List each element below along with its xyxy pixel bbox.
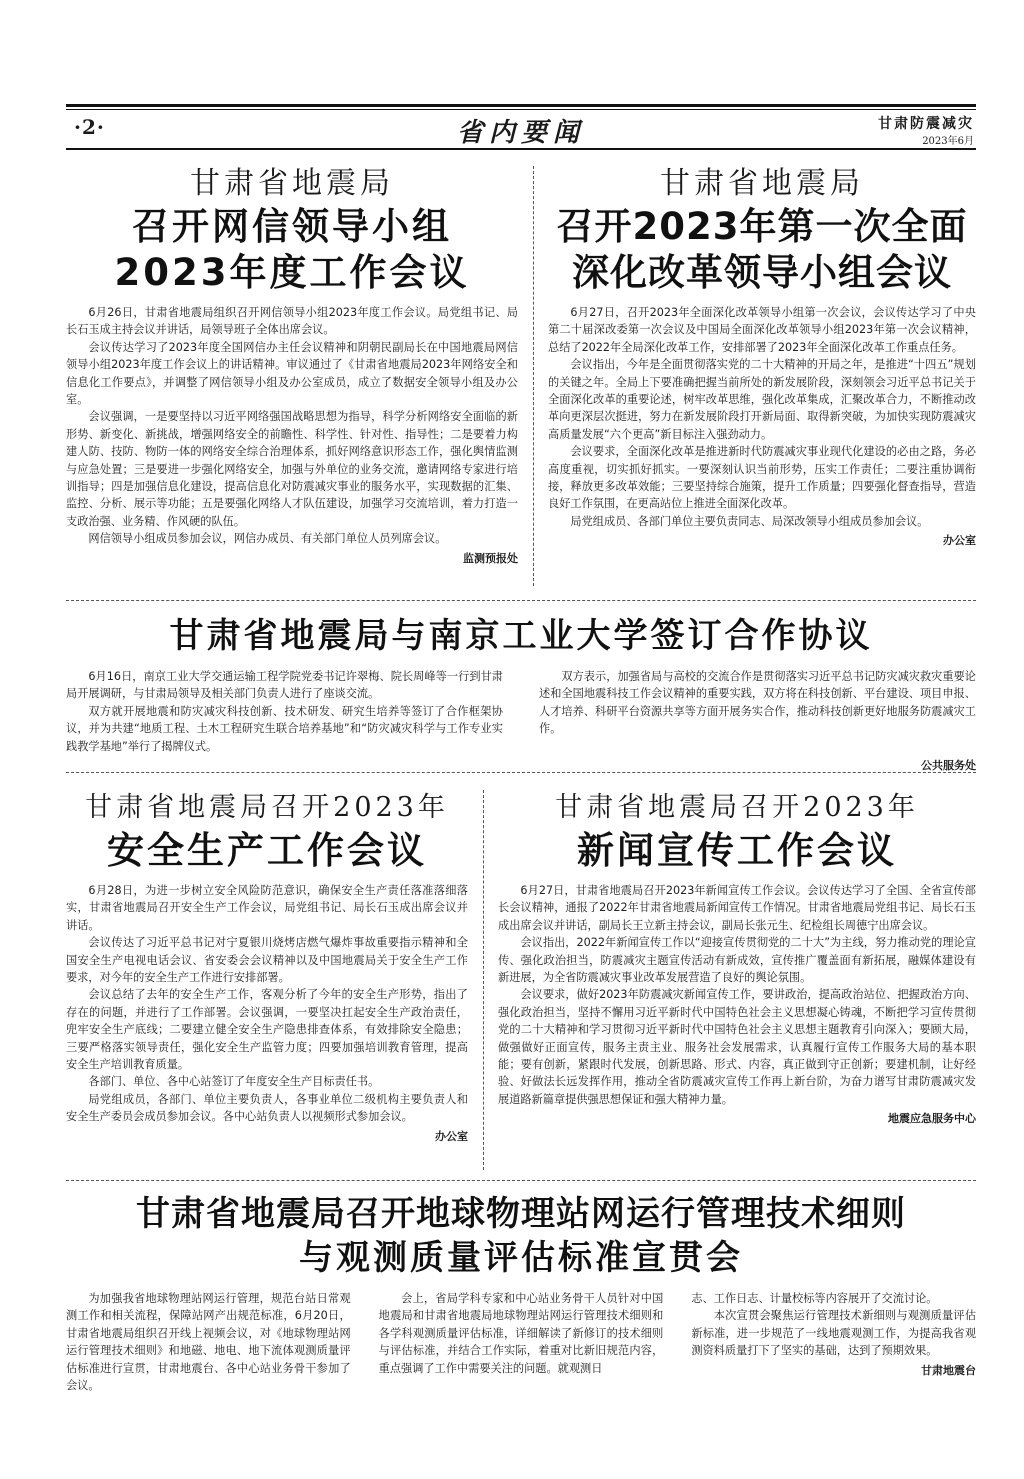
paragraph: 6月28日，为进一步树立安全风险防范意识，确保安全生产责任落准落细落实，甘肃省地震局召开安全生产工作会议，局党组书记、局长石玉成出席会议并讲话。 — [66, 884, 468, 932]
paragraph: 志、工作日志、计量校标等内容展开了交流讨论。 — [691, 1292, 938, 1305]
article-publicity-meeting — [498, 788, 976, 1126]
article-byline: 地震应急服务中心 — [888, 1112, 976, 1126]
paragraph: 6月26日，甘肃省地震局组织召开网信领导小组2023年度工作会议。局党组书记、局长石玉成主持会议并讲话，局领导班子全体出席会议。 — [66, 306, 518, 337]
paragraph: 6月16日，南京工业大学交通运输工程学院党委书记许翠梅、院长周峰等一行到甘肃局开展调研，与甘肃局领导及相关部门负责人进行了座谈交流。 — [66, 670, 503, 701]
paragraph: 各部门、单位、各中心站签订了年度安全生产目标责任书。 — [88, 1075, 380, 1089]
section-divider — [66, 772, 976, 773]
article-body — [66, 304, 518, 548]
article-headline: 甘肃省地震局与南京工业大学签订合作协议 — [169, 616, 873, 656]
article-byline: 监测预报处 — [463, 551, 518, 565]
text-column — [379, 1290, 664, 1394]
paragraph: 双方就开展地震和防灾减灾科技创新、技术研发、研究生培养等签订了合作框架协议，并为共建“地质工程、土木工程研究生联合培养基地”和“防灾减灾科学与工作专业实践教学基地”举行了揭牌仪式。 — [66, 704, 503, 753]
article-byline: 办公室 — [435, 1129, 468, 1143]
header-rule — [66, 148, 976, 150]
article-kicker: 甘肃省地震局召开2023年 — [555, 792, 919, 823]
header-rule — [66, 109, 976, 110]
article-kicker: 甘肃省地震局 — [190, 166, 394, 201]
article-headline: 召开网信领导小组 — [132, 205, 452, 248]
article-body — [548, 304, 976, 530]
article-geophysics-standards — [66, 1192, 976, 1394]
section-divider — [66, 600, 976, 601]
article-body — [66, 1290, 976, 1394]
article-headline: 新闻宣传工作会议 — [577, 829, 897, 872]
paragraph: 网信领导小组成员参加会议，网信办成员、有关部门单位人员列席会议。 — [88, 532, 447, 546]
paragraph: 6月27日，甘肃省地震局召开2023年新闻宣传工作会议。会议传达学习了全国、全省宣传部长会议精神，通报了2022年甘肃省地震局新闻宣传工作情况。甘肃省地震局党组书记、局长石玉成出席会议并讲话，副局长王立新主持会议，副局长张元生、纪检组长周德宁出席会议。 — [498, 884, 976, 932]
article-headline: 甘肃省地震局召开地球物理站网运行管理技术细则 — [136, 1194, 906, 1234]
paragraph: 会议传达了习近平总书记对宁夏银川烧烤店燃气爆炸事故重要指示精神和全国安全生产电视电话会议、省安委会会议精神以及中国地震局关于安全生产工作要求，对今年的安全生产工作进行安排部署。 — [66, 936, 468, 985]
paragraph: 会议要求，做好2023年防震减灾新闻宣传工作，要讲政治，提高政治站位、把握政治方向、强化政治担当，坚持不懈用习近平新时代中国特色社会主义思想凝心铸魂，不断把学习宣传贯彻党的二十大精神和学习贯彻习近平新时代中国特色社会主义思想主题教育引向深入；要顾大局，做强做好正面宣传，服务主责主业、服务社会发展需求，认真履行宣传工作服务大局的基本职能；要有创新，紧跟时代发展，创新思路、形式、内容，真正做到守正创新；要建机制，让好经验、好做法长远发挥作用，推动全省防震减灾宣传工作再上新台阶，为奋力谱写甘肃防震减灾发展道路新篇章提供强思想保证和强大精神力量。 — [498, 988, 976, 1106]
article-headline: 2023年度工作会议 — [114, 251, 470, 294]
text-column — [691, 1290, 976, 1394]
paragraph: 局党组成员，各部门、单位主要负责人，各事业单位二级机构主要负责人和安全生产委员会成员参加会议。各中心站负责人以视频形式参加会议。 — [66, 1092, 468, 1124]
section-title: 省内要闻 — [456, 118, 585, 148]
issue-date: 2023年6月 — [922, 136, 974, 147]
paragraph: 会议总结了去年的安全生产工作，客观分析了今年的安全生产形势，指出了存在的问题，并进行了工作部署。会议强调，一要坚决扛起安全生产政治责任，兜牢安全生产底线；二要建立健全安全生产隐患排查体系，有效排除安全隐患；三要严格落实领导责任，强化安全生产监管力度；四要加强培训教育管理，提高安全生产培训教育质量。 — [66, 988, 468, 1072]
page-header — [66, 104, 976, 152]
paragraph: 6月27日，召开2023年全面深化改革领导小组第一次会议，会议传达学习了中央第二十届深改委第一次会议及中国局全面深化改革领导小组2023年第一次会议精神，总结了2022年全局深化改革工作，安排部署了2023年全面深化改革工作重点任务。 — [548, 306, 976, 354]
article-kicker: 甘肃省地震局 — [660, 166, 864, 201]
page-number: ·2· — [74, 115, 105, 139]
paragraph: 双方表示，加强省局与高校的交流合作是贯彻落实习近平总书记防灾减灾救灾重要论述和全国地震科技工作会议精神的重要实践，双方将在科技创新、平台建设、项目申报、人才培养、科研平台资源共享等方面开展务实合作，推动科技创新更好地服务防震减灾工作。 — [539, 670, 976, 736]
paragraph: 会议要求，全面深化改革是推进新时代防震减灾事业现代化建设的必由之路，务必高度重视，切实抓好抓实。一要深刻认识当前形势，压实工作责任；二要注重协调衔接，释放更多改革效能；三要坚持综合施策，提升工作质量；四要强化督查指导，营造良好工作氛围，在更高站位上推进全面深化改革。 — [548, 445, 976, 511]
text-column — [66, 1290, 351, 1394]
paragraph: 会议指出，2022年新闻宣传工作以“迎接宣传贯彻党的二十大”为主线，努力推动党的理论宣传、强化政治担当，防震减灾主题宣传活动有新成效，宣传推广覆盖面有新拓展，融媒体建设有新进展，为全省防震减灾事业改革发展营造了良好的舆论氛围。 — [498, 936, 976, 985]
article-body — [66, 882, 468, 1126]
paragraph: 为加强我省地球物理站网运行管理，规范台站日常观测工作和相关流程，保障站网产出规范标准，6月20日，甘肃省地震局组织召开线上视频会议，对《地球物理站网运行管理技术细则》和地磁、地电、地下流体观测质量评估标准进行宣贯，甘肃地震台、各中心站业务骨干参加了会议。 — [66, 1292, 351, 1393]
header-rule — [66, 104, 976, 107]
article-reform-meeting — [548, 164, 976, 548]
article-kicker: 甘肃省地震局召开2023年 — [85, 792, 449, 823]
article-headline: 安全生产工作会议 — [107, 829, 427, 872]
article-headline: 与观测质量评估标准宣贯会 — [299, 1238, 743, 1278]
paper-name: 甘肃防震减灾 — [878, 116, 974, 132]
column-divider — [533, 166, 534, 586]
article-byline: 公共服务处 — [921, 759, 976, 773]
paragraph: 会议指出，今年是全面贯彻落实党的二十大精神的开局之年，是推进“十四五”规划的关键之年。全局上下要准确把握当前所处的新发展阶段，深刻领会习近平总书记关于全面深化改革的重要论述，树牢改革思维，强化改革集成，汇聚改革合力，不断推动改革向更深层次挺进，努力在新发展阶段打开新局面、取得新突破，为加快实现防震减灾高质量发展“六个更高”新目标注入强劲动力。 — [548, 358, 976, 441]
article-body — [66, 668, 976, 755]
section-divider — [66, 1180, 976, 1181]
article-cooperation-agreement — [66, 614, 976, 773]
article-body — [498, 882, 976, 1108]
paragraph: 会议传达学习了2023年度全国网信办主任会议精神和阴朝民副局长在中国地震局网信领导小组2023年度工作会议上的讲话精神。审议通过了《甘肃省地震局2023年网络安全和信息化工作要点》，并调整了网信领导小组及办公室成员，成立了数据安全领导小组及办公室。 — [66, 340, 518, 407]
column-divider — [483, 790, 484, 1170]
article-safety-meeting — [66, 788, 468, 1144]
article-netinfo-meeting — [66, 164, 518, 566]
paragraph: 本次宣贯会聚焦运行管理技术新细则与观测质量评估新标准，进一步规范了一线地震观测工作，为提高我省观测资料质量打下了坚实的基础，达到了预期效果。 — [691, 1309, 977, 1358]
paragraph: 局党组成员、各部门单位主要负责同志、局深改领导小组成员参加会议。 — [570, 514, 929, 528]
article-headline: 深化改革领导小组会议 — [572, 251, 952, 294]
paragraph: 会议强调，一是要坚持以习近平网络强国战略思想为指导，科学分析网络安全面临的新形势、新变化、新挑战，增强网络安全的前瞻性、科学性、针对性、指导性；二是要着力构建人防、技防、物防一体的网络安全综合治理体系，抓好网络意识形态工作，强化舆情监测与应急处置；三是要进一步强化网络安全，加强与外单位的业务交流，邀请网络专家进行培训指导；四是加强信息化建设，提高信息化对防震减灾事业的服务水平，实现数据的汇集、监控、分析、展示等功能；五是要强化网络人才队伍建设，加强学习交流培训，着力打造一支政治强、业务精、作风硬的队伍。 — [66, 410, 518, 528]
paragraph: 会上，省局学科专家和中心站业务骨干人员针对中国地震局和甘肃省地震局地球物理站网运行管理技术细则和各学科观测质量评估标准，详细解读了新修订的技术细则与评估标准，并结合工作实际，着重对比新旧规范内容，重点强调了工作中需要关注的问题。就观测日 — [378, 1292, 664, 1375]
text-column — [66, 668, 503, 755]
article-byline: 甘肃地震台 — [921, 1363, 977, 1377]
text-column — [539, 668, 976, 755]
article-byline: 办公室 — [943, 534, 976, 548]
article-headline: 召开2023年第一次全面 — [556, 205, 968, 248]
